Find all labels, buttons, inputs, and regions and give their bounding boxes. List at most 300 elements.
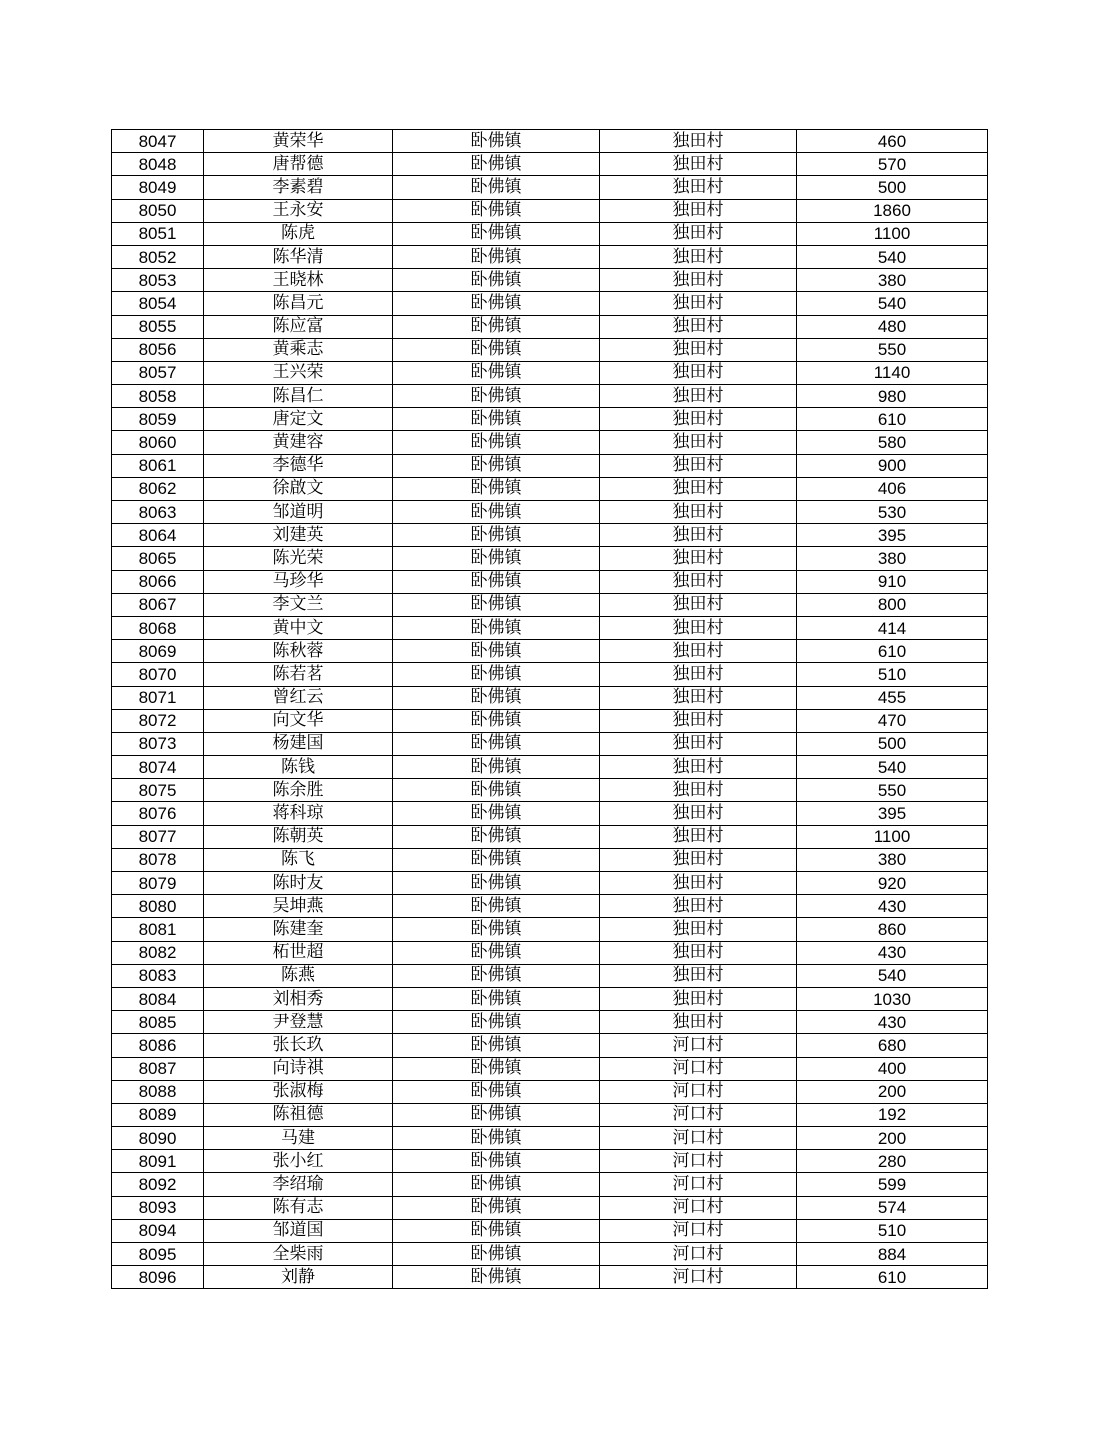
- table-row: [112, 709, 988, 732]
- town-cell: 卧佛镇: [393, 732, 600, 755]
- name-cell: 吴坤燕: [204, 895, 393, 918]
- name-cell: 唐定文: [204, 408, 393, 431]
- table-row: [112, 1034, 988, 1057]
- amount-cell: 540: [797, 756, 988, 779]
- data-table: [111, 129, 988, 1289]
- village-cell: 独田村: [600, 408, 797, 431]
- table-row: [112, 431, 988, 454]
- table-row: [112, 640, 988, 663]
- row-id-cell: 8075: [112, 779, 204, 802]
- amount-cell: 500: [797, 176, 988, 199]
- amount-cell: 395: [797, 802, 988, 825]
- town-cell: 卧佛镇: [393, 802, 600, 825]
- row-id-cell: 8050: [112, 199, 204, 222]
- name-cell: 陈虎: [204, 222, 393, 245]
- village-cell: 河口村: [600, 1219, 797, 1242]
- town-cell: 卧佛镇: [393, 454, 600, 477]
- row-id-cell: 8085: [112, 1011, 204, 1034]
- row-id-cell: 8066: [112, 570, 204, 593]
- name-cell: 陈建奎: [204, 918, 393, 941]
- village-cell: 独田村: [600, 802, 797, 825]
- table-row: [112, 1127, 988, 1150]
- name-cell: 黄乘志: [204, 338, 393, 361]
- row-id-cell: 8095: [112, 1243, 204, 1266]
- name-cell: 李绍瑜: [204, 1173, 393, 1196]
- amount-cell: 1100: [797, 222, 988, 245]
- village-cell: 河口村: [600, 1196, 797, 1219]
- row-id-cell: 8061: [112, 454, 204, 477]
- amount-cell: 860: [797, 918, 988, 941]
- village-cell: 独田村: [600, 964, 797, 987]
- name-cell: 刘相秀: [204, 987, 393, 1010]
- town-cell: 卧佛镇: [393, 408, 600, 431]
- village-cell: 独田村: [600, 640, 797, 663]
- town-cell: 卧佛镇: [393, 709, 600, 732]
- amount-cell: 430: [797, 941, 988, 964]
- town-cell: 卧佛镇: [393, 501, 600, 524]
- name-cell: 张长玖: [204, 1034, 393, 1057]
- name-cell: 唐帮德: [204, 153, 393, 176]
- name-cell: 尹登慧: [204, 1011, 393, 1034]
- village-cell: 独田村: [600, 431, 797, 454]
- row-id-cell: 8080: [112, 895, 204, 918]
- town-cell: 卧佛镇: [393, 1127, 600, 1150]
- row-id-cell: 8081: [112, 918, 204, 941]
- village-cell: 独田村: [600, 176, 797, 199]
- name-cell: 王晓林: [204, 269, 393, 292]
- name-cell: 陈祖德: [204, 1103, 393, 1126]
- name-cell: 陈飞: [204, 848, 393, 871]
- row-id-cell: 8076: [112, 802, 204, 825]
- amount-cell: 380: [797, 547, 988, 570]
- table-row: [112, 756, 988, 779]
- row-id-cell: 8064: [112, 524, 204, 547]
- village-cell: 河口村: [600, 1266, 797, 1289]
- table-row: [112, 1011, 988, 1034]
- name-cell: 王永安: [204, 199, 393, 222]
- table-row: [112, 222, 988, 245]
- name-cell: 全柴雨: [204, 1243, 393, 1266]
- row-id-cell: 8058: [112, 385, 204, 408]
- town-cell: 卧佛镇: [393, 431, 600, 454]
- amount-cell: 680: [797, 1034, 988, 1057]
- row-id-cell: 8071: [112, 686, 204, 709]
- village-cell: 独田村: [600, 245, 797, 268]
- amount-cell: 550: [797, 338, 988, 361]
- row-id-cell: 8047: [112, 130, 204, 153]
- row-id-cell: 8063: [112, 501, 204, 524]
- town-cell: 卧佛镇: [393, 570, 600, 593]
- row-id-cell: 8079: [112, 872, 204, 895]
- table-row: [112, 825, 988, 848]
- amount-cell: 430: [797, 895, 988, 918]
- name-cell: 杨建国: [204, 732, 393, 755]
- table-row: [112, 732, 988, 755]
- amount-cell: 540: [797, 245, 988, 268]
- town-cell: 卧佛镇: [393, 1219, 600, 1242]
- amount-cell: 920: [797, 872, 988, 895]
- town-cell: 卧佛镇: [393, 547, 600, 570]
- name-cell: 陈华清: [204, 245, 393, 268]
- row-id-cell: 8088: [112, 1080, 204, 1103]
- name-cell: 李德华: [204, 454, 393, 477]
- name-cell: 陈应富: [204, 315, 393, 338]
- village-cell: 独田村: [600, 153, 797, 176]
- row-id-cell: 8078: [112, 848, 204, 871]
- row-id-cell: 8051: [112, 222, 204, 245]
- row-id-cell: 8068: [112, 616, 204, 639]
- amount-cell: 430: [797, 1011, 988, 1034]
- name-cell: 向诗祺: [204, 1057, 393, 1080]
- town-cell: 卧佛镇: [393, 1080, 600, 1103]
- town-cell: 卧佛镇: [393, 663, 600, 686]
- village-cell: 独田村: [600, 895, 797, 918]
- amount-cell: 599: [797, 1173, 988, 1196]
- table-row: [112, 1196, 988, 1219]
- table-row: [112, 616, 988, 639]
- amount-cell: 610: [797, 408, 988, 431]
- village-cell: 独田村: [600, 292, 797, 315]
- amount-cell: 980: [797, 385, 988, 408]
- amount-cell: 280: [797, 1150, 988, 1173]
- amount-cell: 406: [797, 477, 988, 500]
- table-row: [112, 547, 988, 570]
- amount-cell: 200: [797, 1080, 988, 1103]
- amount-cell: 1030: [797, 987, 988, 1010]
- village-cell: 独田村: [600, 385, 797, 408]
- name-cell: 陈昌元: [204, 292, 393, 315]
- town-cell: 卧佛镇: [393, 1103, 600, 1126]
- table-row: [112, 199, 988, 222]
- town-cell: 卧佛镇: [393, 315, 600, 338]
- town-cell: 卧佛镇: [393, 477, 600, 500]
- name-cell: 张淑梅: [204, 1080, 393, 1103]
- amount-cell: 510: [797, 1219, 988, 1242]
- village-cell: 河口村: [600, 1034, 797, 1057]
- town-cell: 卧佛镇: [393, 222, 600, 245]
- table-row: [112, 1057, 988, 1080]
- town-cell: 卧佛镇: [393, 199, 600, 222]
- village-cell: 独田村: [600, 663, 797, 686]
- town-cell: 卧佛镇: [393, 964, 600, 987]
- table-row: [112, 269, 988, 292]
- row-id-cell: 8083: [112, 964, 204, 987]
- name-cell: 徐啟文: [204, 477, 393, 500]
- row-id-cell: 8054: [112, 292, 204, 315]
- town-cell: 卧佛镇: [393, 130, 600, 153]
- village-cell: 独田村: [600, 756, 797, 779]
- village-cell: 独田村: [600, 987, 797, 1010]
- town-cell: 卧佛镇: [393, 593, 600, 616]
- name-cell: 陈若茗: [204, 663, 393, 686]
- village-cell: 独田村: [600, 501, 797, 524]
- village-cell: 独田村: [600, 825, 797, 848]
- row-id-cell: 8053: [112, 269, 204, 292]
- village-cell: 独田村: [600, 547, 797, 570]
- row-id-cell: 8070: [112, 663, 204, 686]
- name-cell: 王兴荣: [204, 361, 393, 384]
- town-cell: 卧佛镇: [393, 848, 600, 871]
- village-cell: 独田村: [600, 454, 797, 477]
- table-row: [112, 987, 988, 1010]
- row-id-cell: 8055: [112, 315, 204, 338]
- village-cell: 独田村: [600, 524, 797, 547]
- village-cell: 独田村: [600, 686, 797, 709]
- row-id-cell: 8059: [112, 408, 204, 431]
- table-row: [112, 338, 988, 361]
- town-cell: 卧佛镇: [393, 361, 600, 384]
- village-cell: 独田村: [600, 709, 797, 732]
- name-cell: 李文兰: [204, 593, 393, 616]
- amount-cell: 574: [797, 1196, 988, 1219]
- village-cell: 河口村: [600, 1243, 797, 1266]
- name-cell: 向文华: [204, 709, 393, 732]
- town-cell: 卧佛镇: [393, 292, 600, 315]
- table-row: [112, 802, 988, 825]
- table-row: [112, 918, 988, 941]
- name-cell: 陈燕: [204, 964, 393, 987]
- town-cell: 卧佛镇: [393, 1196, 600, 1219]
- amount-cell: 470: [797, 709, 988, 732]
- row-id-cell: 8084: [112, 987, 204, 1010]
- village-cell: 独田村: [600, 570, 797, 593]
- village-cell: 河口村: [600, 1127, 797, 1150]
- row-id-cell: 8056: [112, 338, 204, 361]
- village-cell: 独田村: [600, 848, 797, 871]
- table-row: [112, 245, 988, 268]
- name-cell: 曾红云: [204, 686, 393, 709]
- town-cell: 卧佛镇: [393, 1057, 600, 1080]
- table-row: [112, 570, 988, 593]
- name-cell: 陈余胜: [204, 779, 393, 802]
- name-cell: 黄中文: [204, 616, 393, 639]
- table-row: [112, 686, 988, 709]
- village-cell: 独田村: [600, 222, 797, 245]
- name-cell: 邹道明: [204, 501, 393, 524]
- town-cell: 卧佛镇: [393, 524, 600, 547]
- table-row: [112, 292, 988, 315]
- name-cell: 刘静: [204, 1266, 393, 1289]
- row-id-cell: 8094: [112, 1219, 204, 1242]
- amount-cell: 540: [797, 292, 988, 315]
- amount-cell: 480: [797, 315, 988, 338]
- name-cell: 陈有志: [204, 1196, 393, 1219]
- town-cell: 卧佛镇: [393, 1266, 600, 1289]
- town-cell: 卧佛镇: [393, 756, 600, 779]
- name-cell: 马建: [204, 1127, 393, 1150]
- name-cell: 陈朝英: [204, 825, 393, 848]
- table-row: [112, 1243, 988, 1266]
- row-id-cell: 8082: [112, 941, 204, 964]
- village-cell: 独田村: [600, 918, 797, 941]
- name-cell: 陈光荣: [204, 547, 393, 570]
- village-cell: 独田村: [600, 269, 797, 292]
- table-row: [112, 361, 988, 384]
- name-cell: 蒋科琼: [204, 802, 393, 825]
- amount-cell: 460: [797, 130, 988, 153]
- amount-cell: 510: [797, 663, 988, 686]
- table-row: [112, 1080, 988, 1103]
- town-cell: 卧佛镇: [393, 825, 600, 848]
- amount-cell: 570: [797, 153, 988, 176]
- town-cell: 卧佛镇: [393, 245, 600, 268]
- amount-cell: 500: [797, 732, 988, 755]
- table-row: [112, 779, 988, 802]
- table-row: [112, 1173, 988, 1196]
- village-cell: 独田村: [600, 315, 797, 338]
- village-cell: 独田村: [600, 779, 797, 802]
- row-id-cell: 8048: [112, 153, 204, 176]
- table-row: [112, 663, 988, 686]
- table-row: [112, 1219, 988, 1242]
- table-row: [112, 895, 988, 918]
- table-row: [112, 872, 988, 895]
- row-id-cell: 8060: [112, 431, 204, 454]
- name-cell: 马珍华: [204, 570, 393, 593]
- name-cell: 柘世超: [204, 941, 393, 964]
- name-cell: 黄建容: [204, 431, 393, 454]
- name-cell: 黄荣华: [204, 130, 393, 153]
- amount-cell: 414: [797, 616, 988, 639]
- amount-cell: 395: [797, 524, 988, 547]
- table-body: [112, 130, 988, 1289]
- town-cell: 卧佛镇: [393, 176, 600, 199]
- town-cell: 卧佛镇: [393, 338, 600, 361]
- amount-cell: 900: [797, 454, 988, 477]
- amount-cell: 610: [797, 640, 988, 663]
- town-cell: 卧佛镇: [393, 779, 600, 802]
- amount-cell: 192: [797, 1103, 988, 1126]
- row-id-cell: 8086: [112, 1034, 204, 1057]
- table-row: [112, 408, 988, 431]
- village-cell: 河口村: [600, 1150, 797, 1173]
- amount-cell: 610: [797, 1266, 988, 1289]
- town-cell: 卧佛镇: [393, 918, 600, 941]
- village-cell: 河口村: [600, 1080, 797, 1103]
- village-cell: 河口村: [600, 1103, 797, 1126]
- row-id-cell: 8072: [112, 709, 204, 732]
- village-cell: 独田村: [600, 732, 797, 755]
- row-id-cell: 8093: [112, 1196, 204, 1219]
- table-row: [112, 1266, 988, 1289]
- table-row: [112, 1150, 988, 1173]
- amount-cell: 800: [797, 593, 988, 616]
- name-cell: 刘建英: [204, 524, 393, 547]
- village-cell: 河口村: [600, 1057, 797, 1080]
- town-cell: 卧佛镇: [393, 1150, 600, 1173]
- name-cell: 张小红: [204, 1150, 393, 1173]
- village-cell: 独田村: [600, 872, 797, 895]
- name-cell: 陈时友: [204, 872, 393, 895]
- row-id-cell: 8052: [112, 245, 204, 268]
- table-row: [112, 130, 988, 153]
- row-id-cell: 8096: [112, 1266, 204, 1289]
- table-row: [112, 385, 988, 408]
- town-cell: 卧佛镇: [393, 1173, 600, 1196]
- row-id-cell: 8090: [112, 1127, 204, 1150]
- amount-cell: 455: [797, 686, 988, 709]
- row-id-cell: 8087: [112, 1057, 204, 1080]
- amount-cell: 1140: [797, 361, 988, 384]
- table-row: [112, 848, 988, 871]
- town-cell: 卧佛镇: [393, 987, 600, 1010]
- row-id-cell: 8073: [112, 732, 204, 755]
- town-cell: 卧佛镇: [393, 385, 600, 408]
- table-row: [112, 964, 988, 987]
- table-row: [112, 153, 988, 176]
- row-id-cell: 8069: [112, 640, 204, 663]
- table-row: [112, 593, 988, 616]
- table-row: [112, 454, 988, 477]
- row-id-cell: 8077: [112, 825, 204, 848]
- amount-cell: 1100: [797, 825, 988, 848]
- village-cell: 独田村: [600, 361, 797, 384]
- name-cell: 陈秋蓉: [204, 640, 393, 663]
- amount-cell: 380: [797, 848, 988, 871]
- village-cell: 独田村: [600, 941, 797, 964]
- table-row: [112, 941, 988, 964]
- village-cell: 独田村: [600, 130, 797, 153]
- row-id-cell: 8067: [112, 593, 204, 616]
- table-row: [112, 1103, 988, 1126]
- village-cell: 独田村: [600, 593, 797, 616]
- village-cell: 独田村: [600, 1011, 797, 1034]
- amount-cell: 550: [797, 779, 988, 802]
- row-id-cell: 8074: [112, 756, 204, 779]
- table-row: [112, 176, 988, 199]
- village-cell: 河口村: [600, 1173, 797, 1196]
- village-cell: 独田村: [600, 477, 797, 500]
- amount-cell: 910: [797, 570, 988, 593]
- row-id-cell: 8089: [112, 1103, 204, 1126]
- town-cell: 卧佛镇: [393, 941, 600, 964]
- row-id-cell: 8062: [112, 477, 204, 500]
- village-cell: 独田村: [600, 616, 797, 639]
- row-id-cell: 8092: [112, 1173, 204, 1196]
- amount-cell: 530: [797, 501, 988, 524]
- town-cell: 卧佛镇: [393, 616, 600, 639]
- amount-cell: 884: [797, 1243, 988, 1266]
- town-cell: 卧佛镇: [393, 686, 600, 709]
- row-id-cell: 8049: [112, 176, 204, 199]
- amount-cell: 1860: [797, 199, 988, 222]
- village-cell: 独田村: [600, 199, 797, 222]
- town-cell: 卧佛镇: [393, 269, 600, 292]
- town-cell: 卧佛镇: [393, 872, 600, 895]
- village-cell: 独田村: [600, 338, 797, 361]
- town-cell: 卧佛镇: [393, 1011, 600, 1034]
- town-cell: 卧佛镇: [393, 895, 600, 918]
- town-cell: 卧佛镇: [393, 1034, 600, 1057]
- table-row: [112, 524, 988, 547]
- name-cell: 李素碧: [204, 176, 393, 199]
- amount-cell: 400: [797, 1057, 988, 1080]
- row-id-cell: 8065: [112, 547, 204, 570]
- amount-cell: 580: [797, 431, 988, 454]
- table-row: [112, 315, 988, 338]
- name-cell: 邹道国: [204, 1219, 393, 1242]
- table-row: [112, 477, 988, 500]
- row-id-cell: 8057: [112, 361, 204, 384]
- row-id-cell: 8091: [112, 1150, 204, 1173]
- town-cell: 卧佛镇: [393, 1243, 600, 1266]
- amount-cell: 200: [797, 1127, 988, 1150]
- town-cell: 卧佛镇: [393, 153, 600, 176]
- name-cell: 陈昌仁: [204, 385, 393, 408]
- town-cell: 卧佛镇: [393, 640, 600, 663]
- amount-cell: 540: [797, 964, 988, 987]
- amount-cell: 380: [797, 269, 988, 292]
